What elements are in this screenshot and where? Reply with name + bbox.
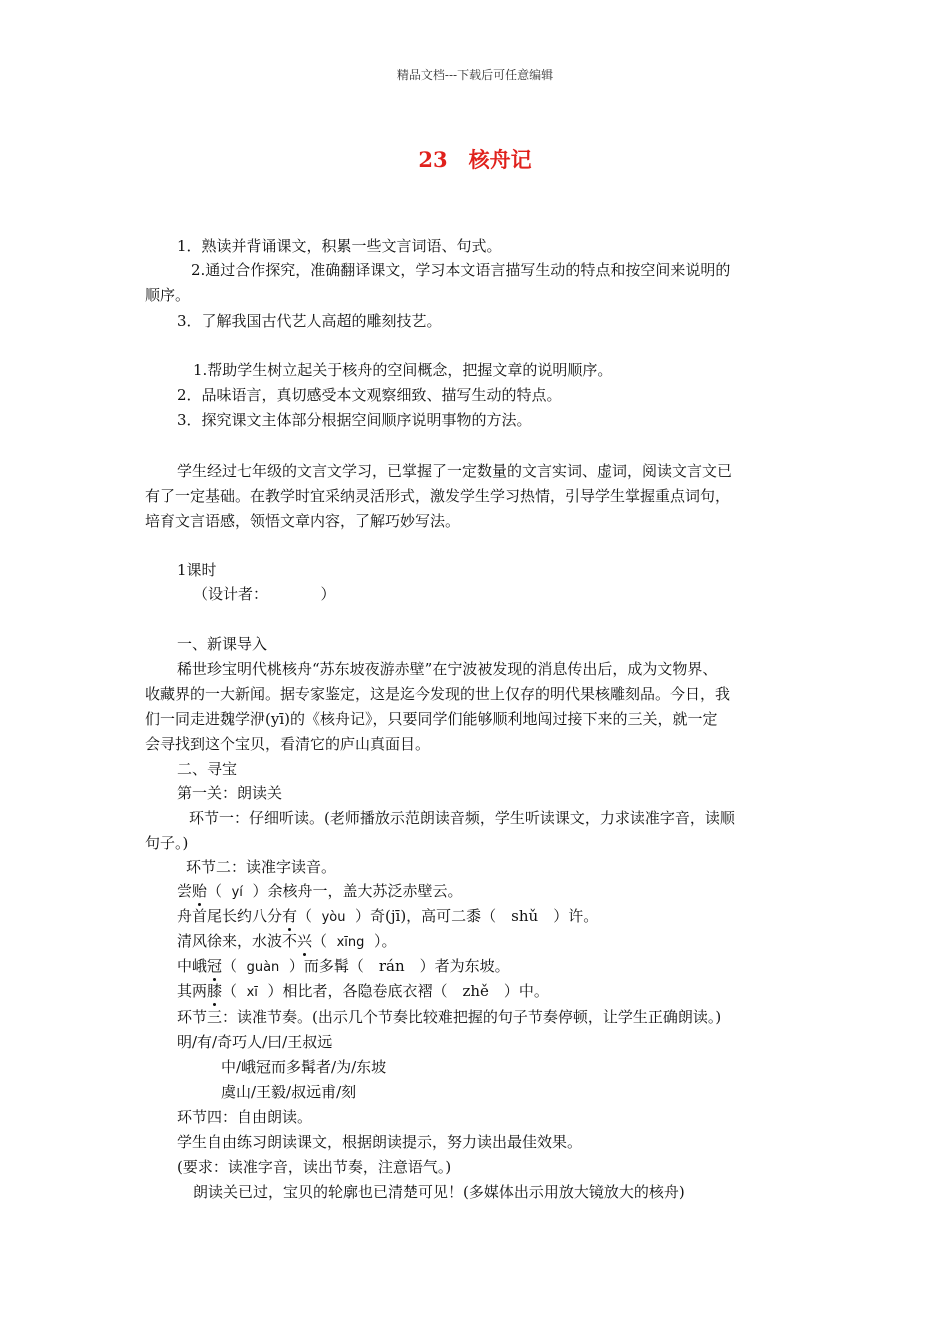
section-title-treasure: 二、寻宝 xyxy=(177,760,238,778)
emphasized-char: 有 xyxy=(282,907,298,925)
rhythm-line: 虞山/王毅/叔远甫/刻 xyxy=(221,1083,357,1101)
analysis-line: 培育文言语感，领悟文章内容，了解巧妙写法。 xyxy=(145,512,461,530)
step-line: 环节一：仔细听读。(老师播放示范朗读音频，学生听读课文，力求读准字音，读顺 xyxy=(189,809,735,827)
intro-line: 们一同走进魏学洢(yī)的《核舟记》，只要同学们能够顺利地闯过接下来的三关，就一定 xyxy=(145,710,718,728)
requirement-line: (要求：读准字音，读出节奏，注意语气。) xyxy=(177,1158,452,1176)
designer-line: （设计者： ） xyxy=(193,585,336,603)
step-line: 环节二：读准字读音。 xyxy=(186,858,337,876)
step-line: 环节三：读准节奏。(出示几个节奏比较难把握的句子节奏停顿，让学生正确朗读。) xyxy=(177,1008,722,1026)
focus-line: 1.帮助学生树立起关于核舟的空间概念，把握文章的说明顺序。 xyxy=(193,361,613,379)
emphasized-char: 贻 xyxy=(192,882,208,900)
section-title-intro: 一、新课导入 xyxy=(177,635,268,653)
closing-line: 朗读关已过，宝贝的轮廓也已清楚可见！(多媒体出示用放大镜放大的核舟) xyxy=(193,1183,685,1201)
intro-line: 收藏界的一大新闻。据专家鉴定，这是迄今发现的世上仅存的明代果核雕刻品。今日，我 xyxy=(145,685,731,703)
pronunciation-line: 中峨冠（ guàn ）而多髯（ rán ）者为东坡。 xyxy=(177,957,510,975)
intro-line: 会寻找到这个宝贝，看清它的庐山真面目。 xyxy=(145,735,431,753)
pronunciation-line: 舟首尾长约八分有（ yòu ）奇(jī)，高可二黍（ shǔ ）许。 xyxy=(177,907,599,925)
emphasized-char: 冠 xyxy=(207,957,223,975)
goal-line: 3．了解我国古代艺人高超的雕刻技艺。 xyxy=(177,312,442,330)
emphasized-char: 兴 xyxy=(297,932,313,950)
goal-line: 顺序。 xyxy=(145,286,191,304)
pronunciation-line: 其两膝（ xī ）相比者，各隐卷底衣褶（ zhě ）中。 xyxy=(177,982,549,1000)
goal-line: 2.通过合作探究，准确翻译课文，学习本文语言描写生动的特点和按空间来说明的 xyxy=(191,261,731,279)
pronunciation-line: 清风徐来，水波不兴（ xīng ）。 xyxy=(177,932,397,950)
level-title: 第一关：朗读关 xyxy=(177,784,283,802)
intro-line: 稀世珍宝明代桃核舟“苏东坡夜游赤壁”在宁波被发现的消息传出后，成为文物界、 xyxy=(177,660,718,678)
step-line: 环节四：自由朗读。 xyxy=(177,1108,313,1126)
page-header: 精品文档---下载后可任意编辑 xyxy=(396,68,554,82)
focus-line: 3．探究课文主体部分根据空间顺序说明事物的方法。 xyxy=(177,411,532,429)
lesson-title: 23 核舟记 xyxy=(418,147,532,172)
pinyin: yí xyxy=(231,885,243,900)
goal-line: 1．熟读并背诵课文，积累一些文言词语、句式。 xyxy=(177,237,502,255)
practice-line: 学生自由练习朗读课文，根据朗读提示，努力读出最佳效果。 xyxy=(177,1133,583,1151)
focus-line: 2．品味语言，真切感受本文观察细致、描写生动的特点。 xyxy=(177,386,562,404)
step-line: 句子。) xyxy=(145,834,189,852)
pinyin: xī xyxy=(246,985,258,1000)
rhythm-line: 明/有/奇巧人/曰/王叔远 xyxy=(177,1033,333,1051)
analysis-line: 有了一定基础。在教学时宜采纳灵活形式，激发学生学习热情，引导学生掌握重点词句， xyxy=(145,487,731,505)
class-hours: 1课时 xyxy=(177,561,217,579)
emphasized-char: 膝 xyxy=(207,982,223,1000)
analysis-line: 学生经过七年级的文言文学习，已掌握了一定数量的文言实词、虚词，阅读文言文已 xyxy=(177,462,733,480)
pinyin: guàn xyxy=(246,960,280,975)
pinyin: yòu xyxy=(321,910,346,925)
rhythm-line: 中/峨冠而多髯者/为/东坡 xyxy=(221,1058,387,1076)
pinyin: xīng xyxy=(336,935,365,950)
pronunciation-line: 尝贻（ yí ）余核舟一，盖大苏泛赤壁云。 xyxy=(177,882,463,900)
